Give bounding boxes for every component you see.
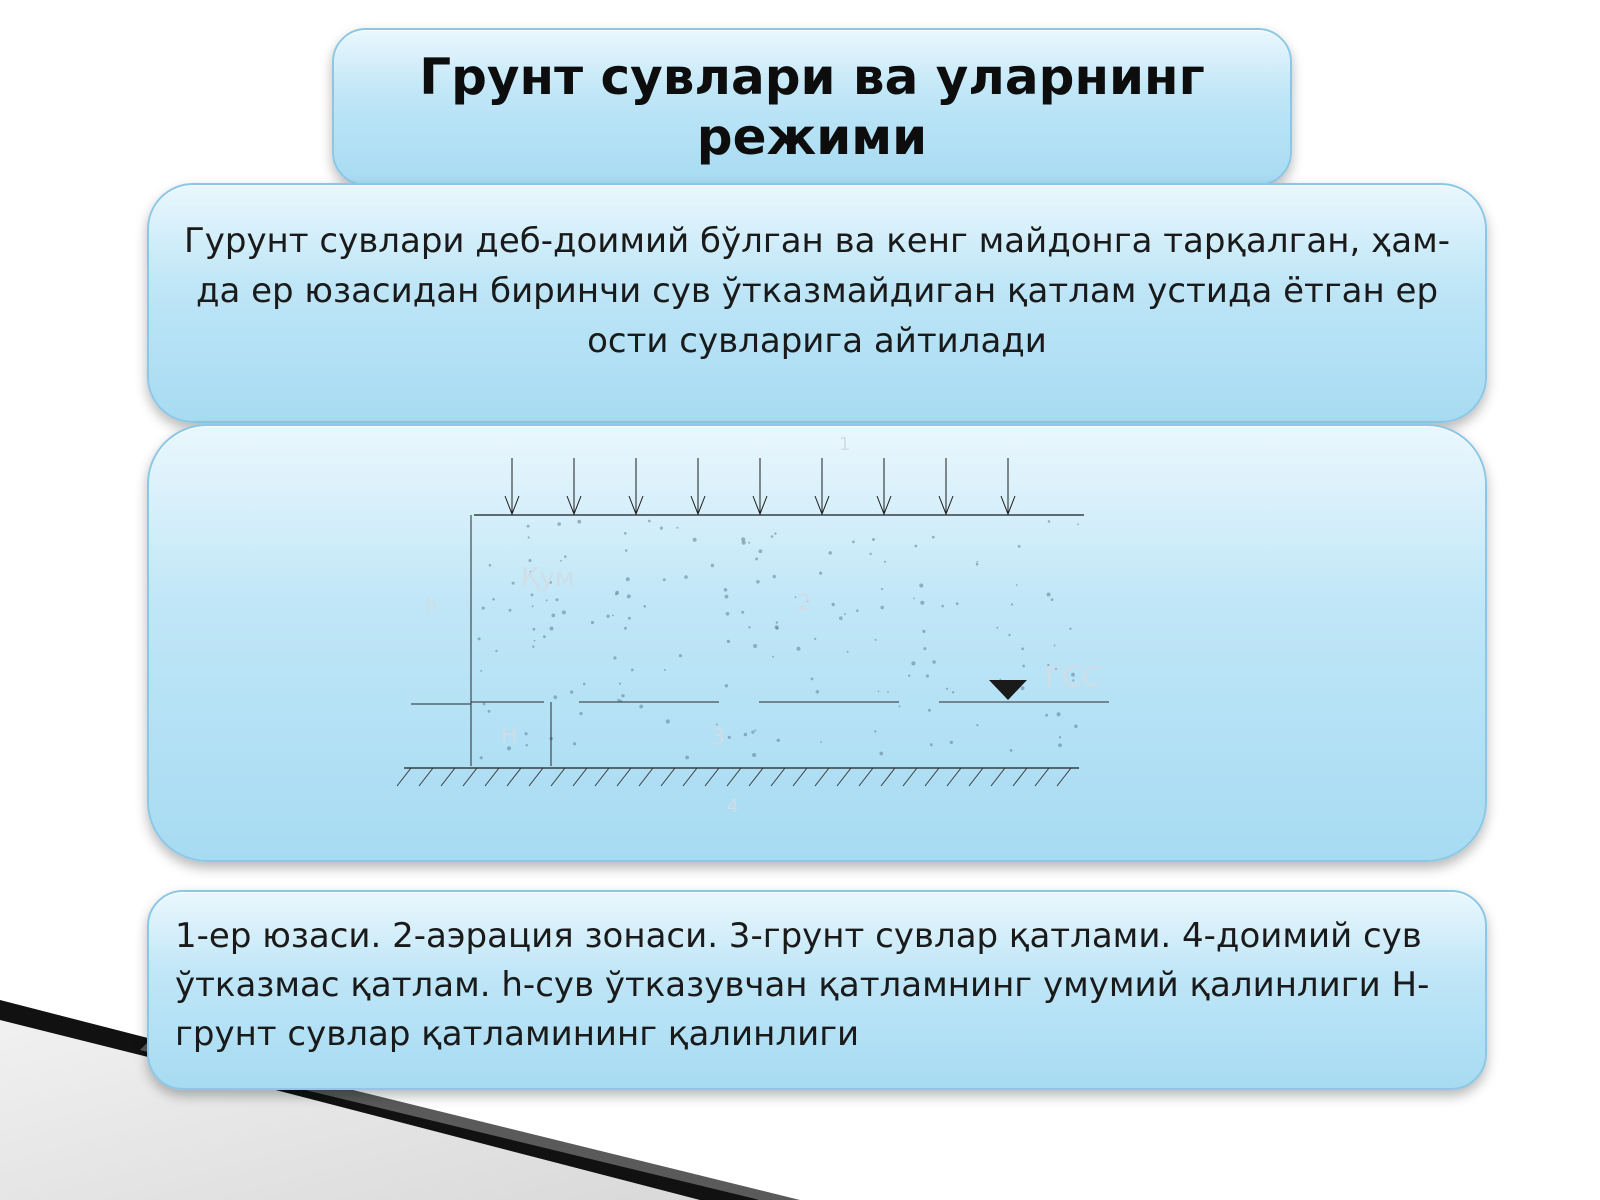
sand-dot xyxy=(577,520,581,524)
hatch-line xyxy=(595,768,609,786)
sand-dot xyxy=(832,603,835,606)
sand-dot xyxy=(820,741,822,743)
sand-dot xyxy=(741,611,744,614)
sand-dot xyxy=(755,557,758,560)
hatch-line xyxy=(683,768,697,786)
label-groundwater-level: ГСС xyxy=(1045,660,1102,693)
sand-dot xyxy=(870,553,872,555)
sand-dot xyxy=(495,650,497,652)
sand-dot xyxy=(533,628,536,631)
sand-dot xyxy=(1059,736,1061,738)
sand-dot xyxy=(881,588,883,590)
hatch-line xyxy=(749,768,763,786)
sand-dot xyxy=(852,541,855,544)
sand-dot xyxy=(753,644,757,648)
sand-dot xyxy=(679,654,682,657)
sand-dot xyxy=(856,609,859,612)
sand-dot xyxy=(527,525,530,528)
sand-dot xyxy=(928,709,931,712)
sand-dot xyxy=(1047,593,1051,597)
sand-dot xyxy=(529,559,532,562)
sand-dot xyxy=(884,561,886,563)
sand-dot xyxy=(908,675,910,677)
hatch-line xyxy=(397,768,411,786)
sand-dot xyxy=(811,678,814,681)
sand-dot xyxy=(1077,524,1079,526)
label-H: H xyxy=(501,724,518,749)
sand-dot xyxy=(773,575,776,578)
hatch-line xyxy=(573,768,587,786)
sand-dot xyxy=(724,588,728,592)
sand-dot xyxy=(643,605,646,608)
sand-dot xyxy=(1018,545,1021,548)
sand-dot xyxy=(531,594,534,597)
hatch-line xyxy=(441,768,455,786)
title-box xyxy=(332,28,1292,186)
hatch-line xyxy=(705,768,719,786)
sand-dot xyxy=(1021,686,1025,690)
sand-dot xyxy=(926,674,929,677)
hatch-line xyxy=(463,768,477,786)
sand-dot xyxy=(562,610,566,614)
hatch-line xyxy=(661,768,675,786)
sand-dot xyxy=(946,688,948,690)
sand-dot xyxy=(976,561,978,563)
sand-dot xyxy=(532,646,534,648)
hatch-line xyxy=(991,768,1005,786)
sand-dot xyxy=(839,616,843,620)
sand-dot xyxy=(528,536,530,538)
hatch-line xyxy=(485,768,499,786)
hatch-line xyxy=(529,768,543,786)
sand-dot xyxy=(872,538,875,541)
hatch-line xyxy=(1035,768,1049,786)
sand-dot xyxy=(564,555,567,558)
sand-dot xyxy=(923,647,926,650)
hatch-line xyxy=(771,768,785,786)
sand-dot xyxy=(573,742,576,745)
sand-dot xyxy=(751,731,754,734)
sand-dot xyxy=(879,752,883,756)
sand-dot xyxy=(887,691,889,693)
sand-dot xyxy=(728,736,731,739)
sand-dot xyxy=(1051,598,1054,601)
sand-dot xyxy=(489,564,492,567)
sand-dot xyxy=(627,594,631,598)
sand-dot xyxy=(628,617,631,620)
sand-dot xyxy=(756,580,760,584)
sand-dot xyxy=(930,743,933,746)
hatch-line xyxy=(969,768,983,786)
sand-dot xyxy=(676,527,678,529)
sand-dot xyxy=(1054,645,1056,647)
label-2: 2 xyxy=(797,591,811,616)
sand-dot xyxy=(727,640,730,643)
sand-dot xyxy=(483,703,486,706)
sand-dot xyxy=(684,575,688,579)
sand-dot xyxy=(615,593,618,596)
sand-dot xyxy=(819,572,822,575)
sand-dot xyxy=(777,739,780,742)
sand-dot xyxy=(919,584,923,588)
sand-dot xyxy=(1022,665,1025,668)
slide-title: Грунт сувлари ва уларнинг режими xyxy=(419,48,1205,166)
sand-dot xyxy=(526,744,528,746)
sand-dot xyxy=(776,627,779,630)
sand-dot xyxy=(911,661,915,665)
sand-dot xyxy=(557,522,561,526)
sand-dot xyxy=(748,626,750,628)
sand-dot xyxy=(1058,743,1062,747)
sand-dot xyxy=(950,741,953,744)
sand-dot xyxy=(725,684,728,687)
sand-dot xyxy=(1048,520,1051,523)
sand-dot xyxy=(1069,628,1071,630)
hatch-line xyxy=(859,768,873,786)
sand-dot xyxy=(612,615,614,617)
sand-dot xyxy=(663,578,666,581)
sand-dot xyxy=(878,691,880,693)
hatch-line xyxy=(815,768,829,786)
sand-dot xyxy=(551,614,555,618)
sand-dot xyxy=(525,732,528,735)
sand-dot xyxy=(619,683,621,685)
definition-box xyxy=(147,183,1487,423)
water-level-marker-icon xyxy=(989,680,1027,700)
definition-text: Гурунт сувлари деб-доимий бўлган ва кенг майдонга тарқалган, ҳам-да ер юзасидан биринчи сув ўтказмайдиган қатлам устида ётган ер ости сувларига айтилади xyxy=(184,221,1450,361)
sand-dot xyxy=(560,560,562,562)
sand-dot xyxy=(976,724,978,726)
hatch-line xyxy=(419,768,433,786)
sand-dot xyxy=(1010,749,1013,752)
sand-dot xyxy=(1057,712,1061,716)
sand-dot xyxy=(546,599,548,601)
sand-dot xyxy=(550,627,554,631)
hatch-line xyxy=(639,768,653,786)
sand-dot xyxy=(626,577,630,581)
sand-dot xyxy=(534,640,536,642)
sand-dot xyxy=(1011,603,1013,605)
sand-dot xyxy=(847,651,849,653)
hatch-line xyxy=(925,768,939,786)
sand-dot xyxy=(759,549,763,553)
infiltration-arrows xyxy=(505,458,1015,514)
sand-dot xyxy=(532,605,534,607)
sand-dots xyxy=(478,520,1079,760)
sand-dot xyxy=(625,549,628,552)
sand-dot xyxy=(754,730,756,732)
sand-dot xyxy=(1021,647,1024,650)
sand-dot xyxy=(899,705,901,707)
sand-dot xyxy=(1008,634,1010,636)
sand-dot xyxy=(726,612,730,616)
sand-dot xyxy=(478,637,481,640)
sand-dot xyxy=(932,536,935,539)
sand-dot xyxy=(844,613,846,615)
sand-dot xyxy=(920,601,924,605)
sand-dot xyxy=(976,563,979,566)
diagram-box xyxy=(147,424,1487,862)
sand-dot xyxy=(996,627,998,629)
sand-dot xyxy=(579,712,582,715)
hatch-line xyxy=(947,768,961,786)
sand-dot xyxy=(914,545,917,548)
sand-dot xyxy=(660,527,663,530)
sand-dot xyxy=(553,695,557,699)
sand-dot xyxy=(664,669,666,671)
sand-dot xyxy=(624,627,627,630)
hatch-line xyxy=(1013,768,1027,786)
sand-dot xyxy=(621,694,624,697)
sand-dot xyxy=(631,669,634,672)
label-4: 4 xyxy=(727,796,739,817)
sand-dot xyxy=(711,564,714,567)
legend-text: 1-ер юзаси. 2-аэрация зонаси. 3-грунт сувлар қатлами. 4-доимий сув ўтказмас қатлам. h-сув ўтказувчан қатламнинг умумий қалинлиги H-грунт сувлар қатламининг қалинлиги xyxy=(175,916,1430,1054)
sand-dot xyxy=(480,670,482,672)
sand-dot xyxy=(693,538,697,542)
groundwater-diagram xyxy=(149,426,1489,864)
sand-dot xyxy=(509,609,512,612)
sand-dot xyxy=(797,647,801,651)
sand-dot xyxy=(556,598,559,601)
label-h: h xyxy=(425,593,438,617)
hatch-line xyxy=(507,768,521,786)
sand-dot xyxy=(512,582,515,585)
sand-dot xyxy=(776,621,778,623)
label-1: 1 xyxy=(839,434,851,455)
sand-dot xyxy=(639,705,643,709)
label-3: 3 xyxy=(711,725,725,750)
sand-dot xyxy=(480,756,483,759)
sand-dot xyxy=(685,756,689,760)
sand-dot xyxy=(772,656,774,658)
hatch-line xyxy=(617,768,631,786)
hatch-line xyxy=(837,768,851,786)
sand-dot xyxy=(492,598,495,601)
sand-dot xyxy=(941,605,944,608)
sand-dot xyxy=(828,551,832,555)
sand-dot xyxy=(617,699,620,702)
sand-dot xyxy=(1045,714,1048,717)
sand-dot xyxy=(1016,584,1018,586)
sand-dot xyxy=(748,542,750,544)
label-sand: Қум xyxy=(521,563,575,593)
sand-dot xyxy=(606,615,609,618)
hatch-line xyxy=(551,768,565,786)
sand-dot xyxy=(613,656,616,659)
sand-dot xyxy=(932,660,936,664)
sand-dot xyxy=(752,753,756,757)
sand-dot xyxy=(624,532,627,535)
sand-dot xyxy=(741,537,745,541)
hatch-line xyxy=(727,768,741,786)
sand-dot xyxy=(774,532,776,534)
sand-dot xyxy=(570,690,573,693)
sand-dot xyxy=(583,683,586,686)
sand-dot xyxy=(771,535,774,538)
sand-dot xyxy=(816,690,819,693)
hatch-line xyxy=(903,768,917,786)
legend-box xyxy=(147,890,1487,1090)
hatch-line xyxy=(1057,768,1071,786)
sand-dot xyxy=(543,635,546,638)
sand-dot xyxy=(1074,725,1078,729)
hatch-line xyxy=(881,768,895,786)
sand-dot xyxy=(488,710,491,713)
sand-dot xyxy=(952,691,954,693)
hatch-line xyxy=(793,768,807,786)
sand-dot xyxy=(814,638,816,640)
sand-dot xyxy=(725,595,729,599)
sand-dot xyxy=(913,598,915,600)
sand-dot xyxy=(744,733,748,737)
sand-dot xyxy=(956,602,959,605)
sand-dot xyxy=(922,630,925,633)
sand-dot xyxy=(666,719,670,723)
impermeable-hatching xyxy=(397,768,1071,786)
sand-dot xyxy=(482,607,485,610)
sand-dot xyxy=(591,621,594,624)
sand-dot xyxy=(875,639,877,641)
sand-dot xyxy=(880,606,884,610)
sand-dot xyxy=(648,520,651,523)
sand-dot xyxy=(874,730,876,732)
